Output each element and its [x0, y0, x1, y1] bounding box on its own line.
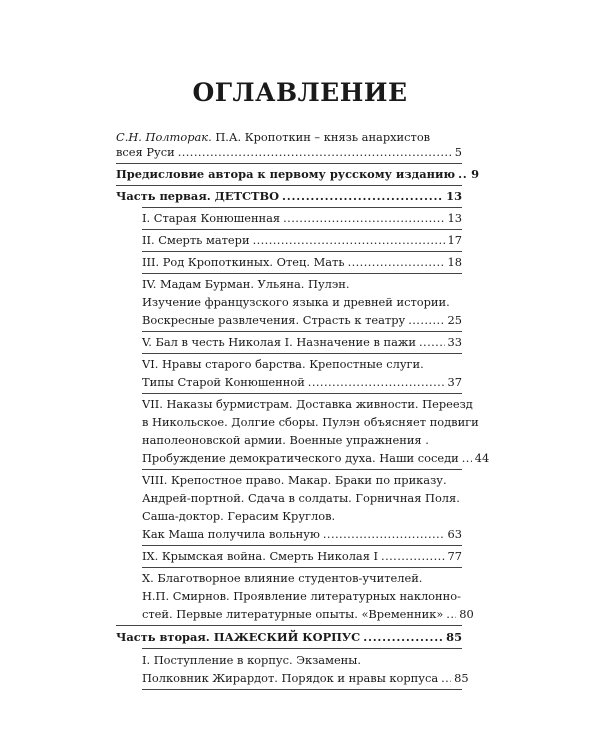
toc-entry-preface[interactable] [116, 167, 480, 181]
toc-entry-part-one[interactable] [116, 189, 462, 203]
toc-divider [142, 689, 462, 690]
toc-entry-part2-chapter-1-line1: I. Поступление в корпус. Экзамены. [142, 653, 361, 667]
toc-entry-text: Часть вторая. ПАЖЕСКИЙ КОРПУС [116, 630, 361, 644]
toc-page-number: 77 [447, 549, 462, 563]
toc-divider [142, 567, 462, 568]
toc-page-number: 33 [447, 335, 462, 349]
toc-entry-chapter-10-line2: Н.П. Смирнов. Проявление литературных наклонно- [142, 589, 461, 603]
toc-leader-dots [462, 451, 472, 465]
toc-page-number: 63 [447, 527, 462, 541]
toc-entry-text: Предисловие автора к первому русскому изданию [116, 167, 456, 181]
toc-page-number: 25 [447, 313, 462, 327]
toc-page-number: 44 [474, 451, 490, 465]
toc-divider [142, 251, 462, 252]
toc-entry-chapter-9[interactable] [142, 549, 462, 563]
toc-entry-text: V. Бал в честь Николая I. Назначение в пажи [142, 335, 417, 349]
toc-divider [142, 545, 462, 546]
toc-leader-dots [283, 211, 444, 225]
toc-divider [116, 625, 462, 626]
toc-divider [142, 393, 462, 394]
toc-leader-dots [253, 233, 445, 247]
toc-page-number: 85 [446, 630, 462, 644]
toc-entry-chapter-7-line2: в Никольское. Долгие сборы. Пулэн объясняет подвиги [142, 415, 479, 429]
toc-page-number: 17 [447, 233, 462, 247]
toc-leader-dots [441, 671, 451, 685]
toc-page-number: 80 [459, 607, 474, 621]
toc-page-number: 13 [446, 189, 462, 203]
toc-leader-dots [348, 255, 445, 269]
toc-divider [116, 163, 462, 164]
toc-page-number: 18 [447, 255, 462, 269]
toc-entry-chapter-7[interactable] [142, 451, 490, 465]
toc-entry-intro-author: С.Н. Полторак. [116, 130, 212, 144]
toc-entry-text: IX. Крымская война. Смерть Николая I [142, 549, 379, 563]
toc-entry-chapter-4-line2: Изучение французского языка и древней истории. [142, 295, 450, 309]
toc-entry-chapter-6-line1: VI. Нравы старого барства. Крепостные слуги. [142, 357, 424, 371]
toc-entry-chapter-7-line3: наполеоновской армии. Военные упражнения . [142, 433, 429, 447]
toc-leader-dots [308, 375, 445, 389]
toc-entry-chapter-8-line1: VIII. Крепостное право. Макар. Браки по приказу. [142, 473, 447, 487]
toc-divider [142, 207, 462, 208]
toc-divider [142, 469, 462, 470]
toc-divider [142, 353, 462, 354]
toc-entry-chapter-1[interactable] [142, 211, 462, 225]
toc-page-number: 13 [447, 211, 462, 225]
toc-divider [142, 331, 462, 332]
toc-entry-text: Полковник Жирардот. Порядок и нравы корпуса [142, 671, 439, 685]
toc-leader-dots [458, 167, 468, 181]
toc-entry-intro-line1 [116, 130, 430, 144]
toc-entry-text: Как Маша получила вольную [142, 527, 320, 541]
toc-entry-chapter-10[interactable] [142, 607, 474, 621]
toc-entry-text: Часть первая. ДЕТСТВО [116, 189, 280, 203]
toc-entry-intro[interactable] [116, 145, 462, 159]
toc-divider [142, 648, 462, 649]
toc-entry-text: I. Старая Конюшенная [142, 211, 281, 225]
toc-page-number: 9 [471, 167, 480, 181]
toc-leader-dots [323, 527, 445, 541]
toc-entry-chapter-2[interactable] [142, 233, 462, 247]
toc-entry-text: III. Род Кропоткиных. Отец. Мать [142, 255, 345, 269]
toc-entry-text: всея Руси [116, 145, 175, 159]
toc-leader-dots [408, 313, 444, 327]
toc-entry-chapter-4[interactable] [142, 313, 462, 327]
toc-entry-chapter-3[interactable] [142, 255, 462, 269]
toc-entry-chapter-6[interactable] [142, 375, 462, 389]
toc-entry-text: стей. Первые литературные опыты. «Временник» [142, 607, 444, 621]
page-title: ОГЛАВЛЕНИЕ [192, 78, 408, 107]
toc-leader-dots [446, 607, 456, 621]
toc-entry-text: II. Смерть матери [142, 233, 250, 247]
toc-entry-chapter-8-line2: Андрей-портной. Сдача в солдаты. Горничная Поля. [142, 491, 460, 505]
toc-entry-chapter-8[interactable] [142, 527, 462, 541]
toc-divider [142, 229, 462, 230]
toc-entry-chapter-4-line1: IV. Мадам Бурман. Ульяна. Пулэн. [142, 277, 350, 291]
toc-divider [116, 185, 462, 186]
toc-page-number: 5 [454, 145, 462, 159]
toc-entry-intro-title: П.А. Кропоткин – князь анархистов [211, 130, 431, 144]
toc-leader-dots [282, 189, 443, 203]
toc-entry-text: Пробуждение демократического духа. Наши соседи [142, 451, 459, 465]
toc-entry-chapter-7-line1: VII. Наказы бурмистрам. Доставка живности. Переезд [142, 397, 473, 411]
toc-leader-dots [363, 630, 443, 644]
toc-entry-chapter-8-line3: Саша-доктор. Герасим Круглов. [142, 509, 336, 523]
toc-page-number: 37 [447, 375, 462, 389]
toc-entry-text: Воскресные развлечения. Страсть к театру [142, 313, 406, 327]
toc-entry-chapter-10-line1: X. Благотворное влияние студентов-учителей. [142, 571, 423, 585]
toc-entry-chapter-5[interactable] [142, 335, 462, 349]
toc-divider [142, 273, 462, 274]
toc-leader-dots [381, 549, 444, 563]
toc-entry-part-two[interactable] [116, 630, 462, 644]
toc-page-number: 85 [454, 671, 469, 685]
toc-entry-part2-chapter-1[interactable] [142, 671, 469, 685]
toc-leader-dots [419, 335, 444, 349]
toc-leader-dots [178, 145, 452, 159]
toc-entry-text: Типы Старой Конюшенной [142, 375, 305, 389]
